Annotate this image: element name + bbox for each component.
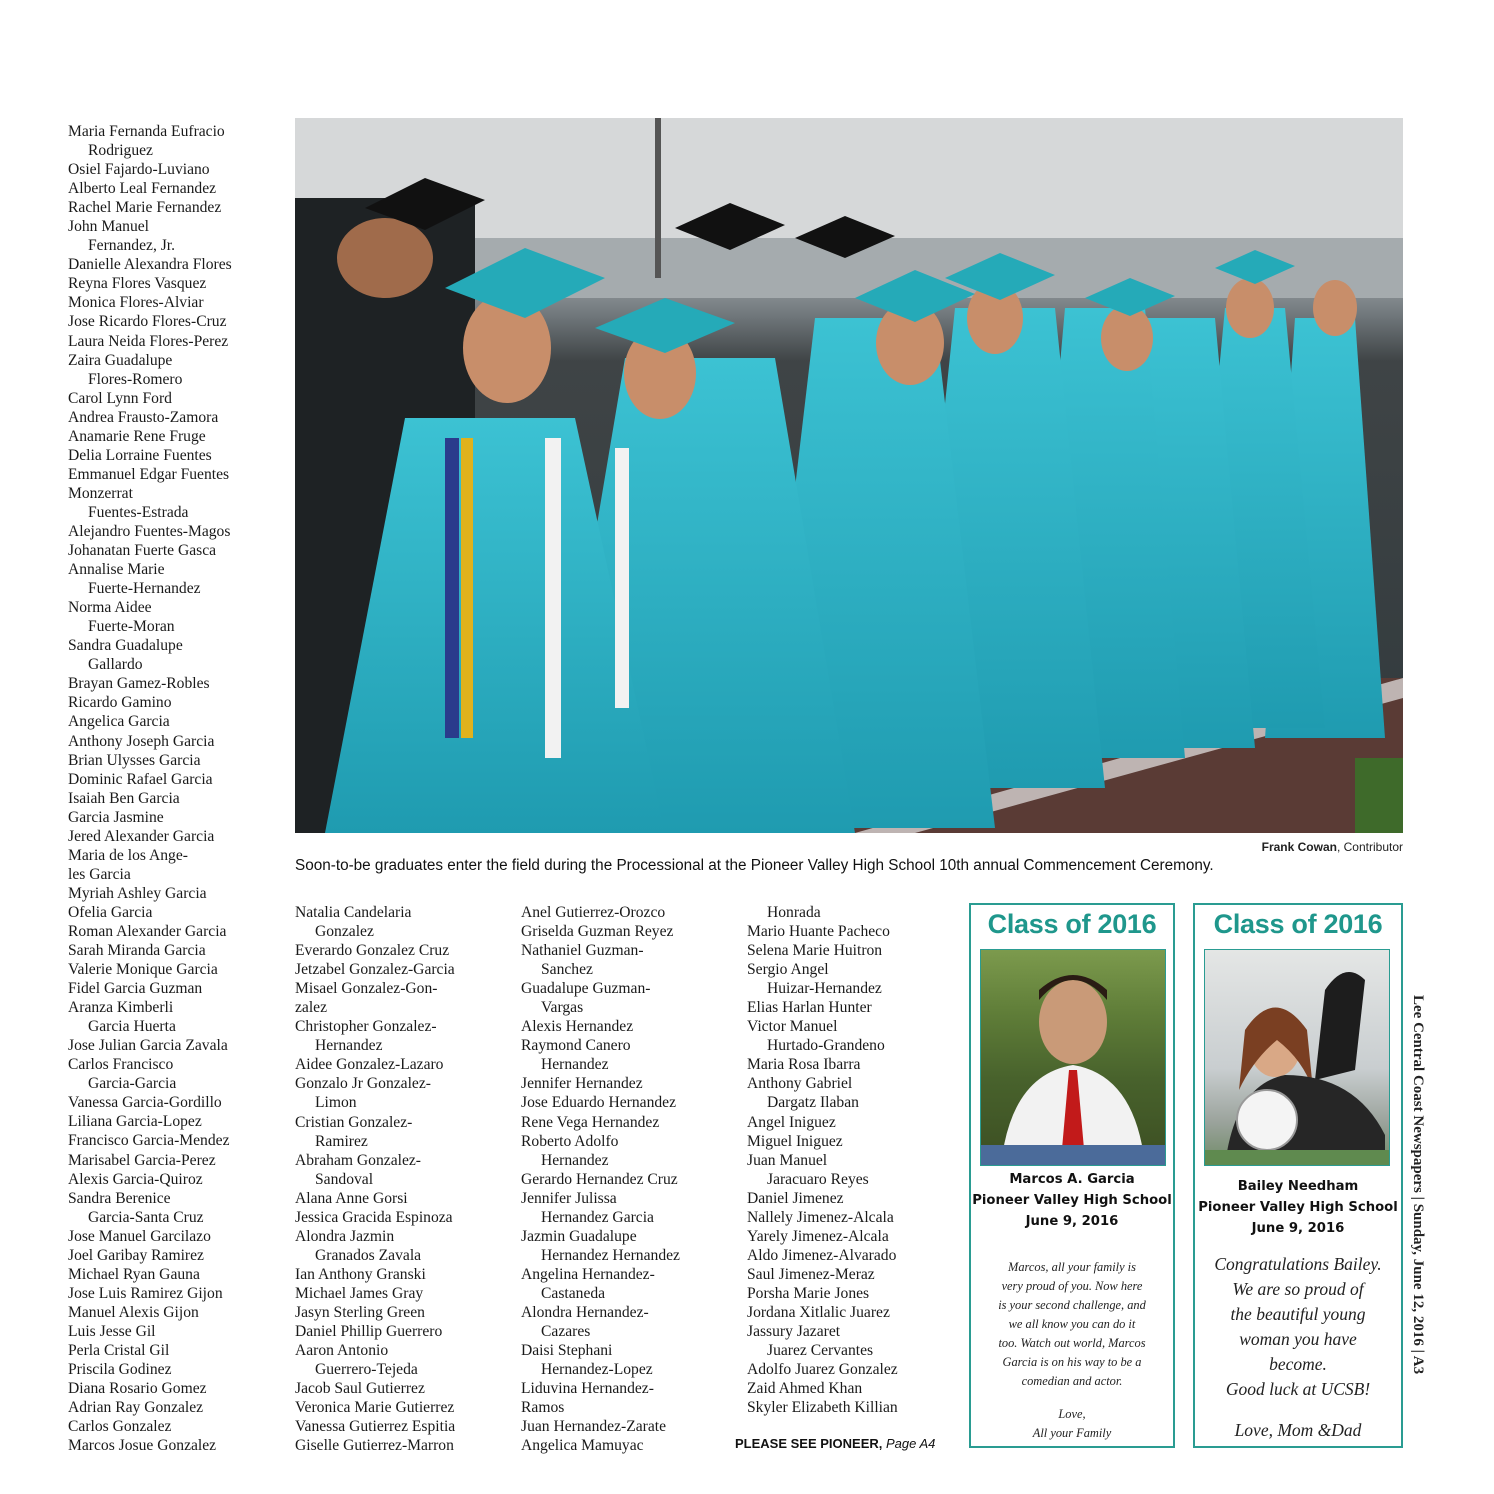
graduate-name-line: les Garcia bbox=[68, 865, 131, 883]
graduate-name-line: Fuentes-Estrada bbox=[88, 503, 189, 521]
ad-name-block bbox=[971, 1169, 1173, 1232]
congrats-ad-marcos bbox=[969, 903, 1175, 1448]
graduate-name-line: Joel Garibay Ramirez bbox=[68, 1246, 204, 1264]
graduate-name-line: Maria Fernanda Eufracio bbox=[68, 123, 225, 140]
graduate-name-line: Francisco Garcia-Mendez bbox=[68, 1132, 230, 1150]
graduate-name-line: Juan Manuel bbox=[747, 1151, 828, 1169]
graduate-name-line: Garcia Huerta bbox=[88, 1018, 176, 1036]
ad-title: Class of 2016 bbox=[987, 909, 1157, 939]
graduate-name-line: Juarez Cervantes bbox=[767, 1342, 874, 1360]
graduate-name-line: Anamarie Rene Fruge bbox=[68, 427, 206, 445]
graduate-name-line: Carlos Gonzalez bbox=[68, 1418, 172, 1436]
graduate-name-line: Dargatz Ilaban bbox=[767, 1094, 859, 1112]
graduate-name-line: John Manuel bbox=[68, 218, 149, 236]
graduate-name-line: Emmanuel Edgar Fuentes bbox=[68, 465, 230, 483]
graduate-name-line: Griselda Guzman Reyez bbox=[521, 923, 674, 941]
graduate-name-line: Mario Huante Pacheco bbox=[747, 923, 890, 941]
graduate-name-line: Fidel Garcia Guzman bbox=[68, 980, 203, 998]
graduate-name-line: Johanatan Fuerte Gasca bbox=[68, 542, 217, 560]
graduate-name-line: Hernandez bbox=[541, 1151, 609, 1169]
graduate-name-line: Christopher Gonzalez- bbox=[295, 1018, 437, 1036]
graduate-name-line: Natalia Candelaria bbox=[295, 904, 412, 921]
graduate-name-line: Hurtado-Grandeno bbox=[767, 1037, 885, 1055]
graduate-name-line: Aldo Jimenez-Alvarado bbox=[747, 1246, 897, 1264]
graduate-name-line: Ramos bbox=[521, 1399, 565, 1417]
graduate-name-line: Fuerte-Hernandez bbox=[88, 580, 201, 598]
graduate-name-line: Zaira Guadalupe bbox=[68, 351, 173, 369]
graduate-name-line: Michael Ryan Gauna bbox=[68, 1265, 200, 1283]
graduate-name-line: Osiel Fajardo-Luviano bbox=[68, 161, 210, 179]
graduate-name-line: Rachel Marie Fernandez bbox=[68, 199, 222, 217]
graduate-list-column-4 bbox=[747, 903, 952, 1417]
graduate-name-line: Jose Manuel Garcilazo bbox=[68, 1227, 211, 1245]
graduate-name-line: Angelica Garcia bbox=[68, 713, 170, 731]
ad-date: June 9, 2016 bbox=[1025, 1214, 1119, 1229]
graduate-name-line: Zaid Ahmed Khan bbox=[747, 1380, 863, 1398]
graduate-name-line: Alexis Garcia-Quiroz bbox=[68, 1170, 203, 1188]
graduate-name-line: Alondra Hernandez- bbox=[521, 1303, 649, 1321]
graduate-name-line: Carlos Francisco bbox=[68, 1056, 174, 1074]
graduate-name-line: Gonzalez bbox=[315, 923, 374, 941]
ad-signature: Love, All your Family bbox=[1032, 1407, 1112, 1440]
graduate-name-line: Liduvina Hernandez- bbox=[521, 1380, 654, 1398]
graduate-name-line: Garcia Jasmine bbox=[68, 808, 164, 826]
photo-caption: Soon-to-be graduates enter the field during the Processional at the Pioneer Valley High School 10th annual Commencement Ceremony. bbox=[295, 857, 1214, 874]
graduate-name-line: Angelina Hernandez- bbox=[521, 1265, 655, 1283]
graduate-name-line: Isaiah Ben Garcia bbox=[68, 789, 180, 807]
graduate-name-line: Jose Ricardo Flores-Cruz bbox=[68, 313, 227, 331]
graduate-name-line: Jazmin Guadalupe bbox=[521, 1227, 637, 1245]
graduate-name-line: Sarah Miranda Garcia bbox=[68, 942, 206, 960]
graduate-name-line: Skyler Elizabeth Killian bbox=[747, 1399, 898, 1417]
graduate-name-line: Guadalupe Guzman- bbox=[521, 980, 651, 998]
ad-school: Pioneer Valley High School bbox=[1198, 1200, 1398, 1215]
graduate-name-line: Elias Harlan Hunter bbox=[747, 999, 872, 1017]
graduate-name-line: Garcia-Santa Cruz bbox=[88, 1208, 204, 1226]
graduate-name-line: Nathaniel Guzman- bbox=[521, 942, 644, 960]
ad-graduate-name: Marcos A. Garcia bbox=[1009, 1172, 1135, 1187]
ad-graduate-name: Bailey Needham bbox=[1237, 1179, 1359, 1194]
graduate-name-line: Adolfo Juarez Gonzalez bbox=[747, 1361, 898, 1379]
folio-text: Lee Central Coast Newspapers | Sunday, June 12, 2016 | A3 bbox=[1410, 995, 1426, 1375]
ad-name-block bbox=[1195, 1176, 1401, 1239]
graduate-name-line: Hernandez Garcia bbox=[541, 1208, 654, 1226]
senior-portrait-marcos bbox=[980, 949, 1166, 1166]
graduate-name-line: Jassury Jazaret bbox=[747, 1323, 841, 1341]
graduate-name-line: Victor Manuel bbox=[747, 1018, 838, 1036]
graduate-name-line: zalez bbox=[295, 999, 328, 1017]
graduate-list-column-1 bbox=[68, 122, 288, 1455]
graduate-name-line: Rene Vega Hernandez bbox=[521, 1113, 660, 1131]
graduate-name-line: Daniel Phillip Guerrero bbox=[295, 1323, 443, 1341]
graduate-name-line: Adrian Ray Gonzalez bbox=[68, 1399, 204, 1417]
graduate-name-line: Flores-Romero bbox=[88, 370, 183, 388]
graduate-name-line: Aranza Kimberli bbox=[68, 999, 174, 1017]
graduate-name-line: Marcos Josue Gonzalez bbox=[68, 1437, 217, 1455]
graduate-name-line: Aidee Gonzalez-Lazaro bbox=[295, 1056, 444, 1074]
graduate-name-line: Jennifer Julissa bbox=[521, 1189, 617, 1207]
graduate-name-line: Sanchez bbox=[541, 961, 593, 979]
graduate-name-line: Giselle Gutierrez-Marron bbox=[295, 1437, 454, 1455]
graduate-name-line: Porsha Marie Jones bbox=[747, 1284, 870, 1302]
graduate-name-line: Fuerte-Moran bbox=[88, 618, 175, 636]
graduate-name-line: Anthony Gabriel bbox=[747, 1075, 853, 1093]
graduate-name-line: Hernandez bbox=[541, 1056, 609, 1074]
graduate-name-line: Manuel Alexis Gijon bbox=[68, 1303, 199, 1321]
graduate-name-line: Roman Alexander Garcia bbox=[68, 922, 227, 940]
page-folio bbox=[1404, 995, 1430, 1445]
graduate-name-line: Brayan Gamez-Robles bbox=[68, 675, 210, 693]
graduate-name-line: Hernandez-Lopez bbox=[541, 1361, 653, 1379]
graduate-name-line: Gallardo bbox=[88, 656, 143, 674]
graduate-name-line: Sandra Berenice bbox=[68, 1189, 171, 1207]
graduate-name-line: Daniel Jimenez bbox=[747, 1189, 844, 1207]
graduate-name-line: Sergio Angel bbox=[747, 961, 829, 979]
graduate-name-line: Everardo Gonzalez Cruz bbox=[295, 942, 450, 960]
graduate-name-line: Garcia-Garcia bbox=[88, 1075, 177, 1093]
graduate-name-line: Rodriguez bbox=[88, 142, 153, 160]
graduate-name-line: Fernandez, Jr. bbox=[88, 237, 176, 255]
graduate-name-line: Alana Anne Gorsi bbox=[295, 1189, 408, 1207]
graduate-name-line: Yarely Jimenez-Alcala bbox=[747, 1227, 889, 1245]
graduate-name-line: Saul Jimenez-Meraz bbox=[747, 1265, 875, 1283]
graduate-name-line: Limon bbox=[315, 1094, 357, 1112]
graduate-name-line: Jose Eduardo Hernandez bbox=[521, 1094, 677, 1112]
graduate-name-line: Vanessa Gutierrez Espitia bbox=[295, 1418, 456, 1436]
graduate-name-line: Perla Cristal Gil bbox=[68, 1342, 170, 1359]
graduate-name-line: Angel Iniguez bbox=[747, 1113, 836, 1131]
graduate-name-line: Hernandez bbox=[315, 1037, 383, 1055]
graduate-name-line: Ricardo Gamino bbox=[68, 694, 172, 712]
graduation-procession-photo bbox=[295, 118, 1403, 833]
graduate-name-line: Liliana Garcia-Lopez bbox=[68, 1113, 202, 1131]
graduate-name-line: Brian Ulysses Garcia bbox=[68, 751, 201, 769]
graduate-name-line: Hernandez Hernandez bbox=[541, 1246, 680, 1264]
graduate-name-line: Abraham Gonzalez- bbox=[295, 1151, 421, 1169]
graduate-name-line: Laura Neida Flores-Perez bbox=[68, 332, 229, 350]
graduate-name-line: Alexis Hernandez bbox=[521, 1018, 634, 1036]
graduate-name-line: Juan Hernandez-Zarate bbox=[521, 1418, 667, 1436]
graduate-name-line: Andrea Frausto-Zamora bbox=[68, 408, 219, 426]
graduate-name-line: Reyna Flores Vasquez bbox=[68, 275, 207, 293]
graduate-name-line: Priscila Godinez bbox=[68, 1361, 172, 1379]
graduate-name-line: Alejandro Fuentes-Magos bbox=[68, 522, 231, 540]
graduate-name-line: Anthony Joseph Garcia bbox=[68, 732, 215, 750]
ad-message: Congratulations Bailey. We are so proud of the beautiful young woman you have become. Good luck at UCSB! bbox=[1214, 1254, 1382, 1399]
graduate-name-line: Aaron Antonio bbox=[295, 1342, 389, 1360]
graduate-name-line: Maria de los Ange- bbox=[68, 846, 188, 864]
graduate-name-line: Maria Rosa Ibarra bbox=[747, 1056, 861, 1074]
graduate-name-line: Carol Lynn Ford bbox=[68, 389, 172, 407]
graduate-name-line: Cazares bbox=[541, 1323, 591, 1341]
graduate-name-line: Vargas bbox=[541, 999, 584, 1017]
graduate-name-line: Norma Aidee bbox=[68, 599, 152, 617]
graduate-name-line: Guerrero-Tejeda bbox=[315, 1361, 418, 1379]
graduate-name-line: Monica Flores-Alviar bbox=[68, 294, 204, 312]
graduate-name-line: Honrada bbox=[767, 904, 821, 921]
graduate-name-line: Alberto Leal Fernandez bbox=[68, 180, 217, 198]
graduate-name-line: Veronica Marie Gutierrez bbox=[295, 1399, 455, 1417]
graduate-name-line: Ofelia Garcia bbox=[68, 903, 153, 921]
graduate-name-line: Roberto Adolfo bbox=[521, 1132, 619, 1150]
graduate-name-line: Jasyn Sterling Green bbox=[295, 1303, 425, 1321]
graduate-name-line: Castaneda bbox=[541, 1284, 606, 1302]
congrats-ad-bailey bbox=[1193, 903, 1403, 1448]
graduate-name-line: Jetzabel Gonzalez-Garcia bbox=[295, 961, 455, 979]
graduate-name-line: Daisi Stephani bbox=[521, 1342, 613, 1360]
continuation-note: PLEASE SEE PIONEER, Page A4 bbox=[735, 1436, 936, 1451]
graduate-name-line: Ian Anthony Granski bbox=[295, 1265, 426, 1283]
graduate-name-line: Anel Gutierrez-Orozco bbox=[521, 904, 666, 921]
graduate-name-line: Sandra Guadalupe bbox=[68, 637, 183, 655]
graduate-name-line: Jennifer Hernandez bbox=[521, 1075, 643, 1093]
photo-credit: Frank Cowan, Contributor bbox=[1261, 840, 1403, 854]
graduate-name-line: Gonzalo Jr Gonzalez- bbox=[295, 1075, 431, 1093]
graduate-name-line: Marisabel Garcia-Perez bbox=[68, 1151, 216, 1169]
graduate-list-column-3 bbox=[521, 903, 736, 1455]
graduate-name-line: Jose Julian Garcia Zavala bbox=[68, 1037, 228, 1055]
ad-title: Class of 2016 bbox=[1213, 909, 1383, 939]
ad-school: Pioneer Valley High School bbox=[972, 1193, 1172, 1208]
graduate-name-line: Annalise Marie bbox=[68, 561, 165, 579]
graduate-name-line: Nallely Jimenez-Alcala bbox=[747, 1208, 894, 1226]
graduate-name-line: Diana Rosario Gomez bbox=[68, 1380, 207, 1398]
graduate-name-line: Miguel Iniguez bbox=[747, 1132, 843, 1150]
graduate-name-line: Raymond Canero bbox=[521, 1037, 631, 1055]
ad-message: Marcos, all your family is very proud of you. Now here is your second challenge, and we all know you can do it too. Watch out world, Marcos Garcia is on his way to be a comedian and actor. bbox=[998, 1260, 1146, 1388]
graduate-name-line: Misael Gonzalez-Gon- bbox=[295, 980, 438, 998]
graduate-name-line: Huizar-Hernandez bbox=[767, 980, 882, 998]
graduate-list-column-2 bbox=[295, 903, 510, 1455]
graduate-name-line: Valerie Monique Garcia bbox=[68, 961, 218, 979]
graduate-name-line: Jessica Gracida Espinoza bbox=[295, 1208, 453, 1226]
graduate-name-line: Danielle Alexandra Flores bbox=[68, 256, 232, 274]
graduate-name-line: Michael James Gray bbox=[295, 1284, 424, 1302]
graduate-name-line: Alondra Jazmin bbox=[295, 1227, 395, 1245]
graduate-name-line: Jacob Saul Gutierrez bbox=[295, 1380, 425, 1398]
graduate-name-line: Angelica Mamuyac bbox=[521, 1437, 644, 1455]
graduate-name-line: Selena Marie Huitron bbox=[747, 942, 883, 960]
graduate-name-line: Myriah Ashley Garcia bbox=[68, 884, 207, 902]
graduate-name-line: Gerardo Hernandez Cruz bbox=[521, 1170, 678, 1188]
graduate-name-line: Ramirez bbox=[315, 1132, 368, 1150]
graduate-name-line: Jose Luis Ramirez Gijon bbox=[68, 1284, 223, 1302]
ad-date: June 9, 2016 bbox=[1251, 1221, 1345, 1236]
graduate-name-line: Jaracuaro Reyes bbox=[767, 1170, 869, 1188]
graduate-name-line: Cristian Gonzalez- bbox=[295, 1113, 413, 1131]
graduate-name-line: Jered Alexander Garcia bbox=[68, 827, 215, 845]
graduate-name-line: Monzerrat bbox=[68, 484, 133, 502]
senior-portrait-bailey bbox=[1204, 949, 1390, 1166]
graduate-name-line: Vanessa Garcia-Gordillo bbox=[68, 1094, 222, 1112]
graduate-name-line: Granados Zavala bbox=[315, 1246, 422, 1264]
procession-illustration bbox=[295, 118, 1403, 833]
graduate-name-line: Dominic Rafael Garcia bbox=[68, 770, 213, 788]
ad-signature: Love, Mom &Dad bbox=[1234, 1420, 1362, 1440]
graduate-name-line: Sandoval bbox=[315, 1170, 374, 1188]
graduate-name-line: Delia Lorraine Fuentes bbox=[68, 446, 212, 464]
graduate-name-line: Jordana Xitlalic Juarez bbox=[747, 1303, 890, 1321]
graduate-name-line: Luis Jesse Gil bbox=[68, 1322, 156, 1340]
